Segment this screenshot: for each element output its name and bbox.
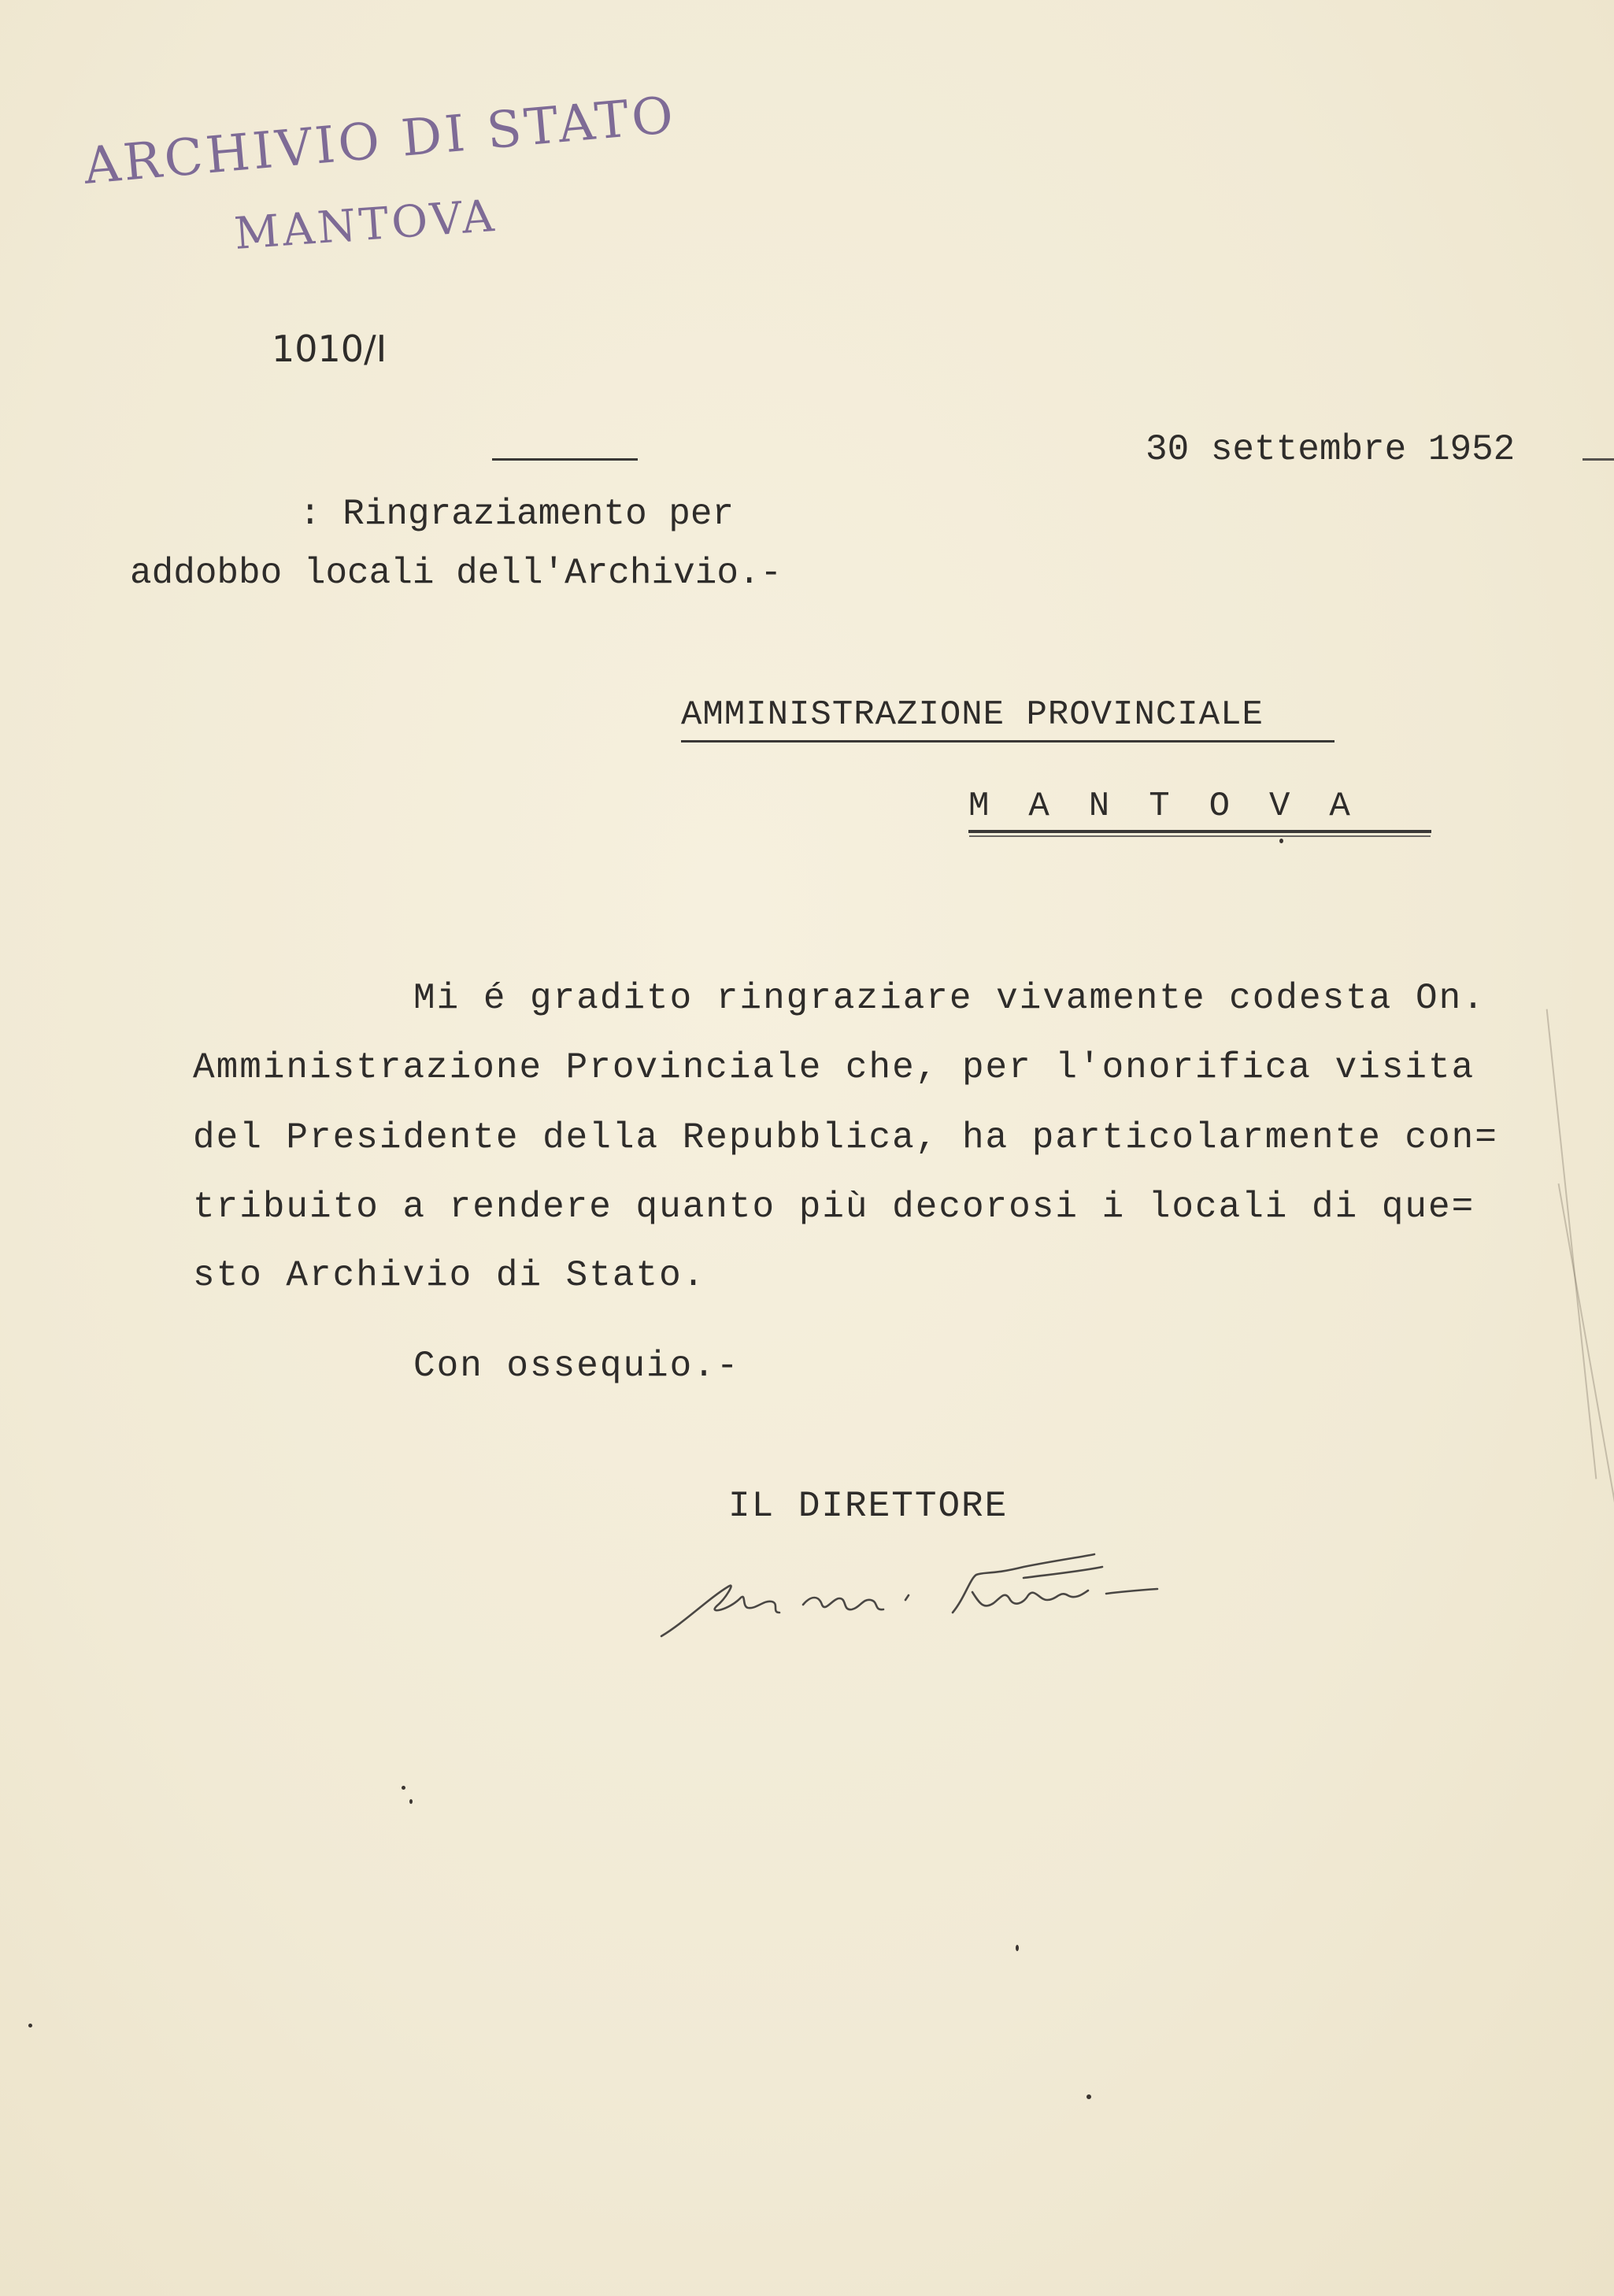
body-line-1: Mi é gradito ringraziare vivamente codesta On. [413,978,1486,1019]
body-line-4: tribuito a rendere quanto più decorosi i locali di que= [193,1187,1475,1228]
handwritten-signature [653,1543,1283,1653]
letter-date: 30 settembre 1952 [1146,429,1516,470]
body-line-5: sto Archivio di Stato. [193,1255,706,1296]
paper-speck [1086,2094,1091,2099]
closing-formula: Con ossequio.- [413,1346,740,1387]
signer-title: IL DIRETTORE [728,1486,1009,1527]
paper-speck [1279,839,1283,843]
paper-speck [1016,1945,1019,1951]
subject-line-2: addobbo locali dell'Archivio.- [130,553,783,594]
paper-fold [1546,1009,1597,1479]
recipient-line-1: AMMINISTRAZIONE PROVINCIALE [681,695,1264,735]
protocol-number: 1010/I [272,328,387,370]
recipient-underline-2 [968,830,1431,833]
margin-dash [1583,458,1614,461]
recipient-line-2: MANTOVA [968,787,1390,826]
recipient-underline-1 [681,740,1335,742]
archive-stamp-line1: ARCHIVIO DI STATO [81,86,679,196]
paper-speck [402,1786,405,1790]
body-line-2: Amministrazione Provinciale che, per l'onorifica visita [193,1047,1475,1088]
subject-line-1: : Ringraziamento per [299,494,735,535]
archive-stamp-line2: MANTOVA [232,190,499,260]
separator-dash [492,458,638,461]
body-line-3: del Presidente della Repubblica, ha particolarmente con= [193,1117,1498,1158]
paper-speck [409,1799,413,1804]
paper-speck [28,2024,32,2028]
paper-fold [1558,1183,1614,1509]
